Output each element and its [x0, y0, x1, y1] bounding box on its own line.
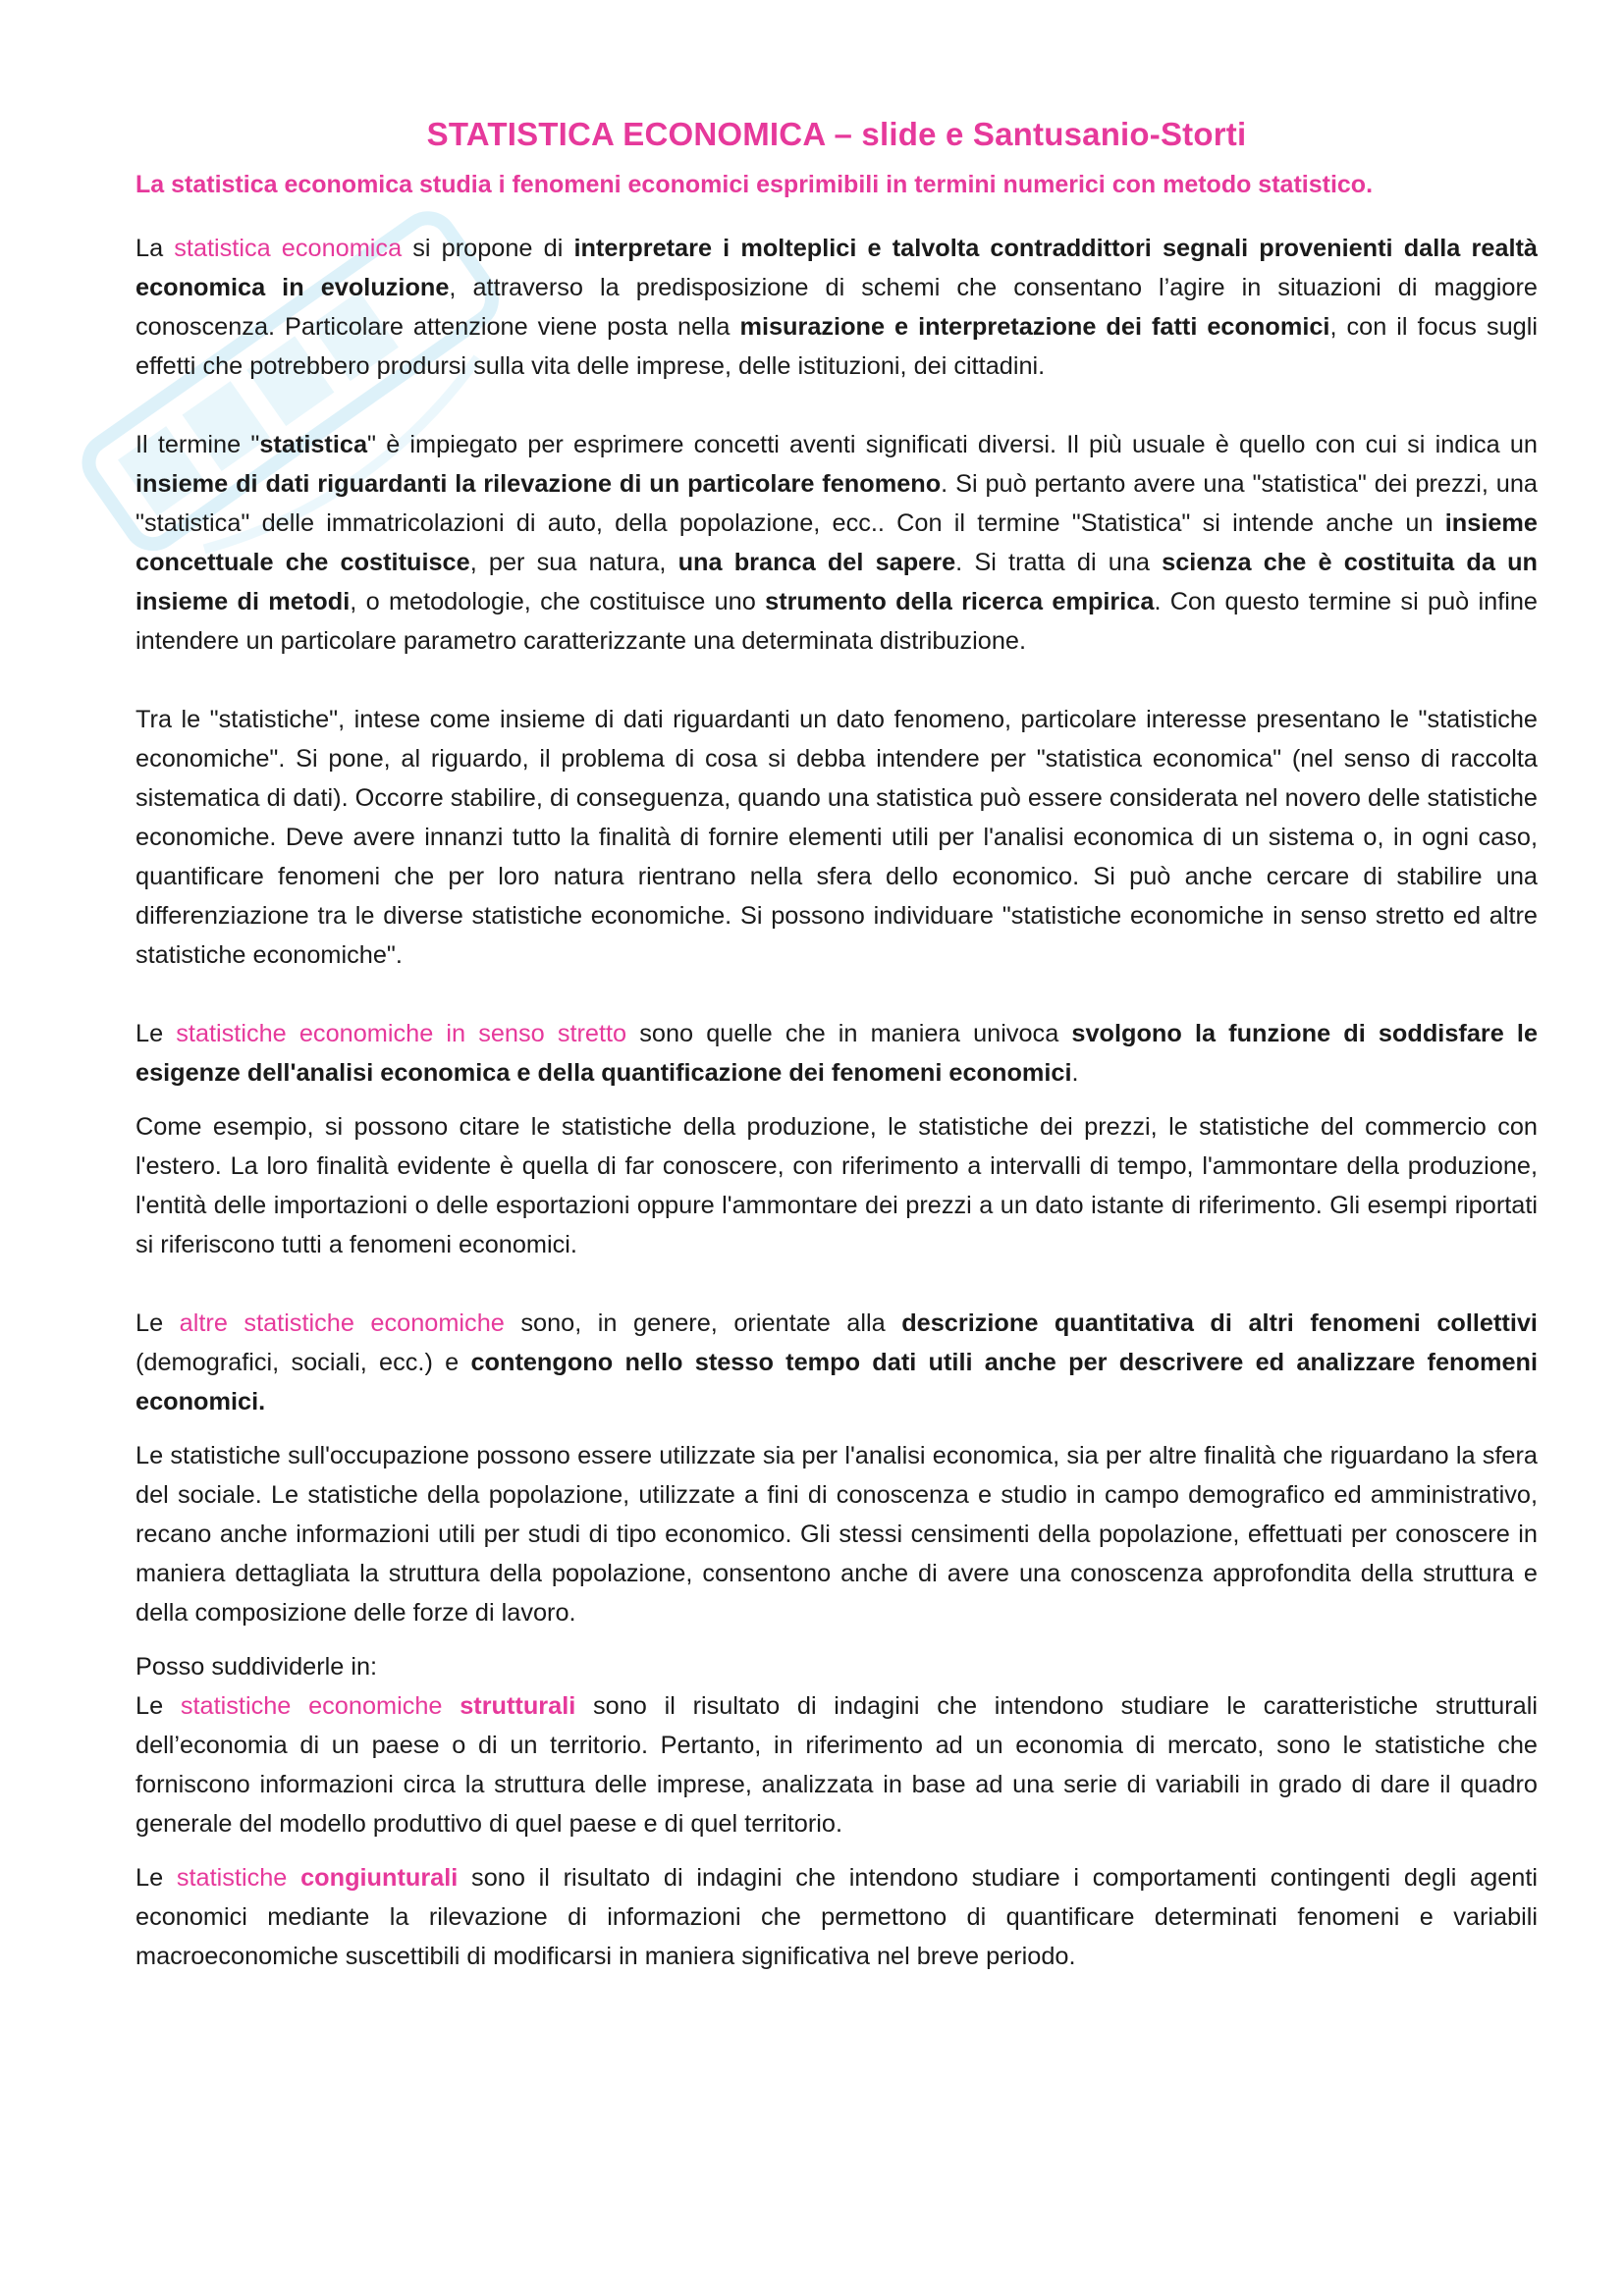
text-run: Le [135, 1692, 181, 1720]
paragraph-esempi [135, 1107, 1538, 1264]
bold-text: scienza che è costituita da un insieme di metodi [135, 549, 1538, 615]
paragraph-congiunturali [135, 1858, 1538, 1976]
highlight-term: statistica economica [174, 235, 403, 262]
bold-text: descrizione quantitativa di altri fenomeni collettivi [901, 1309, 1538, 1337]
bold-text: statistica [259, 431, 368, 458]
text-run: Le [135, 1020, 177, 1047]
text-run: Come esempio, si possono citare le statistiche della produzione, le statistiche dei prezzi, le statistiche del commercio con l'estero. La loro finalità evidente è quella di far conoscere, con riferimento a intervalli di tempo, l'ammontare della produzione, l'entità delle importazioni o delle esportazioni oppure l'ammontare dei prezzi a un dato istante di riferimento. Gli esempi riportati si riferiscono tutti a fenomeni economici. [135, 1113, 1538, 1258]
paragraph-altre-statistiche [135, 1304, 1538, 1421]
text-run: sono il risultato di indagini che intendono studiare le caratteristiche strutturali dell’economia di un paese o di un territorio. Pertanto, in riferimento ad un economia di mercato, sono le statistiche che forniscono informazioni circa la struttura delle imprese, analizzata in base ad una serie di variabili in grado di dare il quadro generale del modello produttivo di quel paese e di quel territorio. [135, 1692, 1538, 1838]
bold-text: strumento della ricerca empirica [765, 588, 1155, 615]
text-run: sono, in genere, orientate alla [504, 1309, 902, 1337]
highlight-term: statistiche [176, 1864, 301, 1892]
text-run: " è impiegato per esprimere concetti aventi significati diversi. Il più usuale è quello con cui si indica un [367, 431, 1538, 458]
bold-text: misurazione e interpretazione dei fatti economici [739, 313, 1330, 341]
text-run: , per sua natura, [469, 549, 678, 576]
text-run: Le statistiche sull'occupazione possono essere utilizzate sia per l'analisi economica, sia per altre finalità che riguardano la sfera del sociale. Le statistiche della popolazione, utilizzate a fini di conoscenza e studio in campo demografico ed amministrativo, recano anche informazioni utili per studi di tipo economico. Gli stessi censimenti della popolazione, effettuati per conoscere in maniera dettagliata la struttura della popolazione, consentono anche di avere una conoscenza approfondita della struttura e della composizione delle forze di lavoro. [135, 1442, 1538, 1627]
text-run: (demografici, sociali, ecc.) e [135, 1349, 471, 1376]
text-run: . Si tratta di una [955, 549, 1163, 576]
text-run: sono quelle che in maniera univoca [626, 1020, 1072, 1047]
text-run: La [135, 235, 175, 262]
paragraph-senso-stretto [135, 1014, 1538, 1093]
paragraph-termine-statistica [135, 425, 1538, 661]
text-run: . Si può pertanto avere una "statistica" dei prezzi, una "statistica" delle immatricolazioni di auto, della popolazione, ecc.. Con il termine "Statistica" si intende anche un [135, 470, 1538, 537]
highlight-term: statistiche economiche [180, 1692, 460, 1720]
bold-text: una branca del sapere [677, 549, 956, 576]
bold-text: insieme di dati riguardanti la rilevazione di un particolare fenomeno [135, 470, 942, 498]
text-run: sono il risultato di indagini che intendono studiare i comportamenti contingenti degli agenti economici mediante la rilevazione di informazioni che permettono di quantificare determinati fenomeni e variabili macroeconomiche suscettibili di modificarsi in maniera significativa nel breve periodo. [135, 1864, 1538, 1970]
paragraph-occupazione [135, 1436, 1538, 1632]
paragraph-statistiche-economiche [135, 700, 1538, 975]
bold-text: contengono nello stesso tempo dati utili anche per descrivere ed analizzare fenomeni economici. [135, 1349, 1538, 1415]
bold-text: interpretare i molteplici e talvolta contraddittori segnali provenienti dalla realtà economica in evoluzione [135, 235, 1538, 301]
highlight-term-bold: strutturali [460, 1692, 576, 1720]
highlight-term: statistiche economiche in senso stretto [176, 1020, 627, 1047]
text-run: Posso suddividerle in: [135, 1653, 378, 1681]
text-run: , con il focus sugli effetti che potrebbero prodursi sulla vita delle imprese, delle istituzioni, dei cittadini. [135, 313, 1538, 380]
text-run: Le [135, 1864, 177, 1892]
text-run: , o metodologie, che costituisce uno [350, 588, 766, 615]
paragraph-intro [135, 229, 1538, 386]
highlight-term: altre statistiche economiche [179, 1309, 505, 1337]
text-run: Le [135, 1309, 180, 1337]
document-title: STATISTICA ECONOMICA – slide e Santusanio-Storti [426, 116, 1247, 152]
bold-text: insieme concettuale che costituisce [135, 509, 1538, 576]
document-page [135, 116, 1538, 1976]
paragraph-suddivisione-intro [135, 1647, 1538, 1686]
text-run: , attraverso la predisposizione di schemi che consentano l’agire in situazioni di maggiore conoscenza. Particolare attenzione viene posta nella [135, 274, 1538, 341]
document-subtitle: La statistica economica studia i fenomeni economici esprimibili in termini numerici con metodo statistico. [135, 171, 1374, 198]
text-run: Il termine " [135, 431, 260, 458]
text-run: Tra le "statistiche", intese come insieme di dati riguardanti un dato fenomeno, particolare interesse presentano le "statistiche economiche". Si pone, al riguardo, il problema di cosa si debba intendere per "statistica economica" (nel senso di raccolta sistematica di dati). Occorre stabilire, di conseguenza, quando una statistica può essere considerata nel novero delle statistiche economiche. Deve avere innanzi tutto la finalità di fornire elementi utili per l'analisi economica di un sistema o, in ogni caso, quantificare fenomeni che per loro natura rientrano nella sfera dello economico. Si può anche cercare di stabilire una differenziazione tra le diverse statistiche economiche. Si possono individuare "statistiche economiche in senso stretto ed altre statistiche economiche". [135, 706, 1538, 969]
paragraph-strutturali [135, 1686, 1538, 1843]
text-run: si propone di [402, 235, 574, 262]
text-run: . Con questo termine si può infine intendere un particolare parametro caratterizzante una determinata distribuzione. [135, 588, 1538, 655]
highlight-term-bold: congiunturali [300, 1864, 459, 1892]
bold-text: svolgono la funzione di soddisfare le esigenze dell'analisi economica e della quantificazione dei fenomeni economici [135, 1020, 1539, 1087]
text-run: . [1071, 1059, 1079, 1087]
